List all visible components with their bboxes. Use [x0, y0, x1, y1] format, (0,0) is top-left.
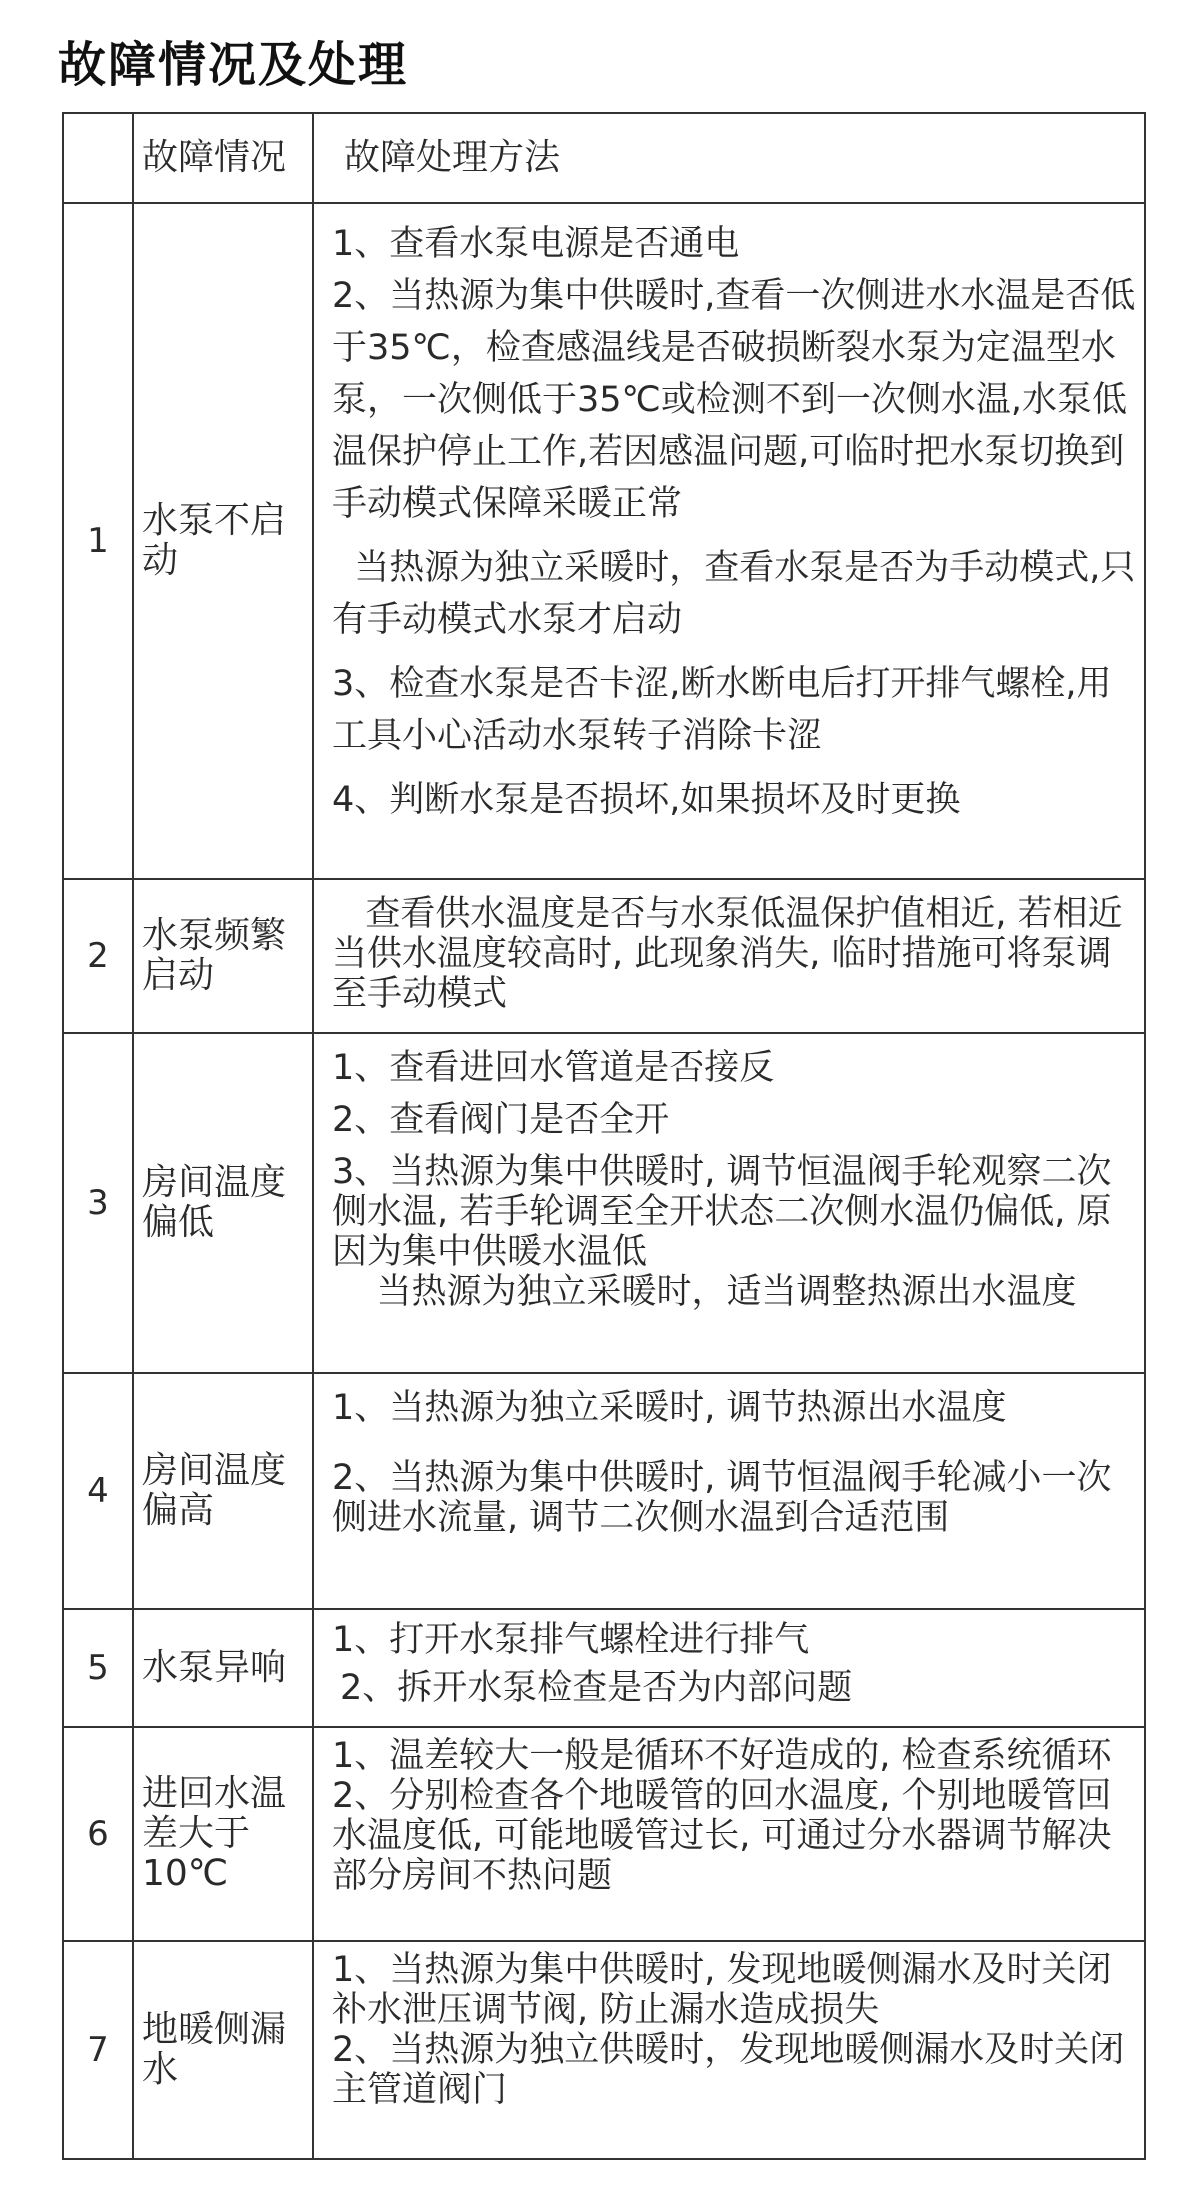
solution-line: 2、查看阀门是否全开 [332, 1100, 670, 1140]
fault-table [62, 112, 1146, 2160]
row-num: 2 [64, 880, 134, 1032]
row-num: 4 [64, 1374, 134, 1608]
solution-line: 1、查看进回水管道是否接反 [332, 1048, 775, 1088]
row-issue: 水泵异响 [134, 1610, 314, 1726]
solution-line: 当热源为独立采暖时，适当调整热源出水温度 [332, 1272, 1077, 1312]
row-issue: 房间温度偏高 [134, 1374, 314, 1608]
header-num [64, 114, 134, 202]
row-num: 5 [64, 1610, 134, 1726]
row-issue: 水泵频繁启动 [134, 880, 314, 1032]
row-num: 3 [64, 1034, 134, 1372]
row-issue: 水泵不启动 [134, 204, 314, 878]
solution-line: 4、判断水泵是否损坏,如果损坏及时更换 [332, 780, 961, 820]
solution-line: 2、分别检查各个地暖管的回水温度, 个别地暖管回水温度低, 可能地暖管过长, 可通过分水器调节解决部分房间不热问题 [332, 1776, 1112, 1896]
table-row [64, 880, 1144, 1034]
table-row [64, 1728, 1144, 1942]
table-row [64, 1034, 1144, 1374]
solution-line: 1、温差较大一般是循环不好造成的, 检查系统循环 [332, 1736, 1112, 1776]
row-issue: 房间温度偏低 [134, 1034, 314, 1372]
row-num: 1 [64, 204, 134, 878]
solution-line: 1、当热源为集中供暖时, 发现地暖侧漏水及时关闭补水泄压调节阀, 防止漏水造成损失 [332, 1950, 1112, 2030]
row-solution [314, 1942, 1144, 2158]
row-solution [314, 1610, 1144, 1726]
solution-line: 1、打开水泵排气螺栓进行排气 [332, 1620, 810, 1660]
header-issue: 故障情况 [134, 114, 314, 202]
solution-line: 2、当热源为集中供暖时, 调节恒温阀手轮减小一次侧进水流量, 调节二次侧水温到合适范围 [332, 1458, 1112, 1538]
solution-line: 1、查看水泵电源是否通电 [332, 224, 740, 264]
row-issue: 地暖侧漏水 [134, 1942, 314, 2158]
table-row [64, 1610, 1144, 1728]
solution-line: 查看供水温度是否与水泵低温保护值相近, 若相近当供水温度较高时, 此现象消失, 临时措施可将泵调至手动模式 [332, 894, 1123, 1014]
solution-line: 3、检查水泵是否卡涩,断水断电后打开排气螺栓,用工具小心活动水泵转子消除卡涩 [332, 664, 1112, 756]
row-issue: 进回水温差大于10℃ [134, 1728, 314, 1940]
table-row [64, 1374, 1144, 1610]
row-solution [314, 1374, 1144, 1608]
solution-line: 2、当热源为集中供暖时,查看一次侧进水水温是否低于35℃，检查感温线是否破损断裂水泵为定温型水泵，一次侧低于35℃或检测不到一次侧水温,水泵低温保护停止工作,若因感温问题,可临时把水泵切换到手动模式保障采暖正常 [332, 276, 1136, 524]
header-solution: 故障处理方法 [344, 137, 561, 178]
solution-line: 当热源为独立采暖时，查看水泵是否为手动模式,只有手动模式水泵才启动 [332, 548, 1136, 640]
row-solution [314, 880, 1144, 1032]
solution-line: 3、当热源为集中供暖时, 调节恒温阀手轮观察二次侧水温, 若手轮调至全开状态二次侧水温仍偏低, 原因为集中供暖水温低 [332, 1152, 1112, 1272]
page-title: 故障情况及处理 [58, 37, 409, 93]
solution-line: 1、当热源为独立采暖时, 调节热源出水温度 [332, 1388, 1007, 1428]
row-solution [314, 1034, 1144, 1372]
table-row [64, 1942, 1144, 2158]
row-num: 6 [64, 1728, 134, 1940]
solution-line: 2、拆开水泵检查是否为内部问题 [340, 1668, 853, 1708]
row-solution [314, 204, 1144, 878]
solution-line: 2、当热源为独立供暖时，发现地暖侧漏水及时关闭主管道阀门 [332, 2030, 1125, 2110]
row-solution [314, 1728, 1144, 1940]
row-num: 7 [64, 1942, 134, 2158]
table-header-row [64, 114, 1144, 204]
table-row [64, 204, 1144, 880]
